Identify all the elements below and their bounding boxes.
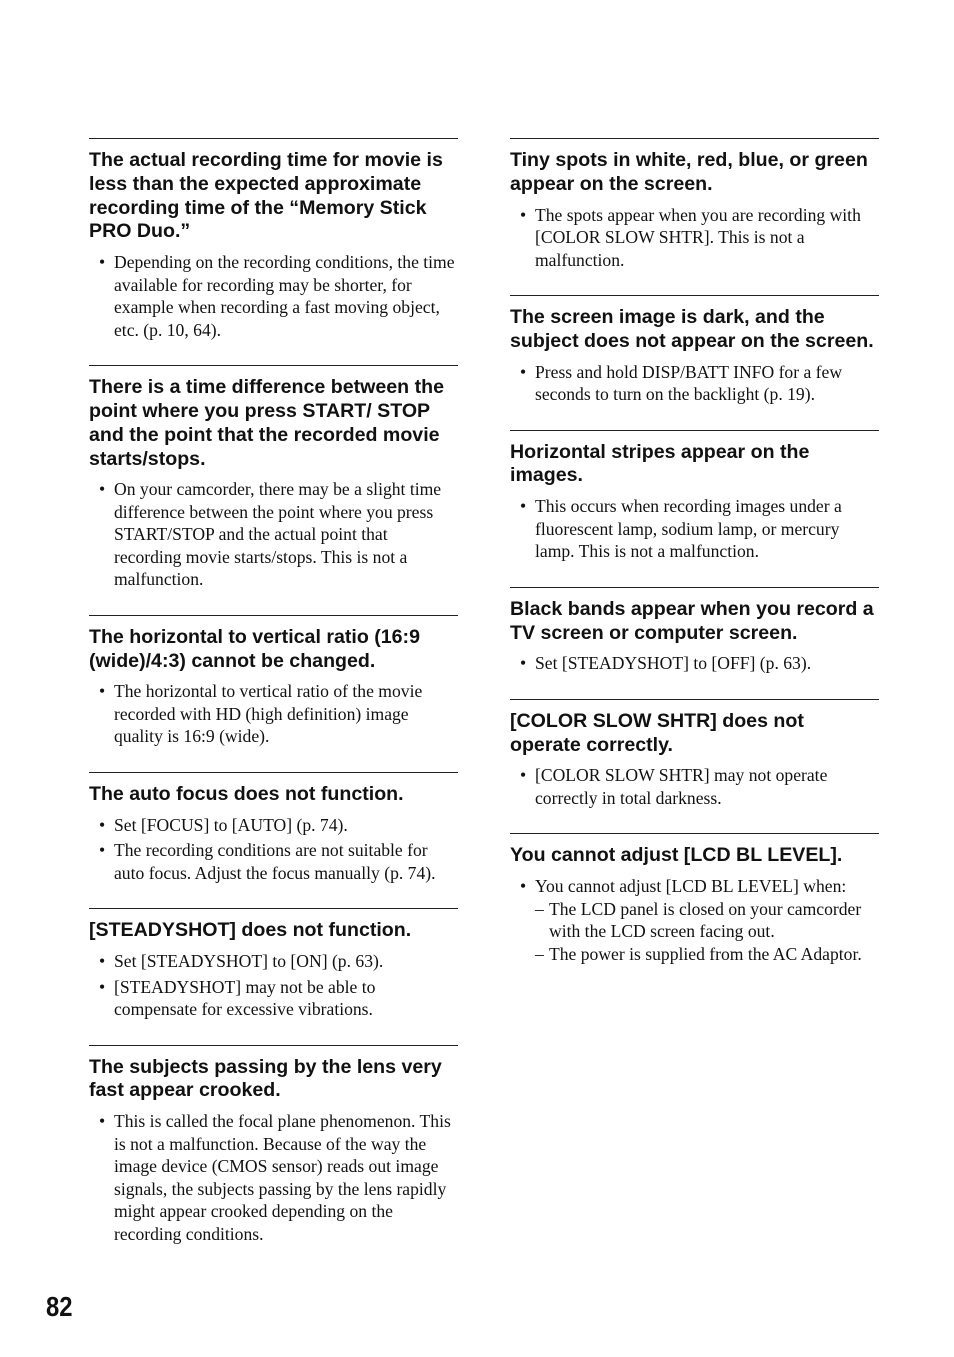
troubleshooting-section — [510, 587, 879, 675]
bullet-item — [89, 839, 458, 884]
bullet-item — [510, 361, 879, 406]
troubleshooting-section — [89, 138, 458, 341]
bullet-list — [510, 652, 879, 675]
bullet-text: You cannot adjust [LCD BL LEVEL] when: — [535, 876, 847, 897]
bullet-text: Depending on the recording conditions, the time available for recording may be shorter, for example when recording a fast moving object, etc. (p. 10, 64). — [114, 252, 455, 340]
bullet-item — [510, 764, 879, 809]
bullet-item — [89, 1110, 458, 1245]
sub-list — [535, 898, 879, 966]
troubleshooting-section — [89, 772, 458, 884]
bullet-list — [89, 251, 458, 341]
bullet-text: [COLOR SLOW SHTR] may not operate correctly in total darkness. — [535, 765, 828, 808]
troubleshooting-section — [89, 365, 458, 591]
bullet-item — [89, 814, 458, 837]
troubleshooting-section — [510, 430, 879, 563]
section-title: [COLOR SLOW SHTR] does not operate correctly. — [510, 709, 804, 756]
bullet-list — [510, 204, 879, 272]
bullet-item — [510, 204, 879, 272]
section-title: The screen image is dark, and the subject does not appear on the screen. — [510, 306, 874, 352]
section-title: The auto focus does not function. — [89, 782, 404, 805]
bullet-list — [510, 495, 879, 563]
bullet-text: Set [STEADYSHOT] to [OFF] (p. 63). — [535, 653, 812, 674]
section-title: There is a time difference between the point where you press START/ STOP and the point that the recorded movie starts/stops. — [89, 376, 444, 470]
page-number: 82 — [46, 1291, 73, 1322]
troubleshooting-section — [510, 699, 879, 810]
section-title: The subjects passing by the lens very fast appear crooked. — [89, 1055, 442, 1102]
left-column — [89, 138, 458, 1269]
bullet-text: Set [STEADYSHOT] to [ON] (p. 63). — [114, 951, 384, 972]
bullet-text: The spots appear when you are recording with [COLOR SLOW SHTR]. This is not a malfunction. — [535, 204, 861, 270]
bullet-item — [89, 478, 458, 591]
sub-item: – The power is supplied from the AC Adaptor. — [535, 943, 879, 966]
bullet-item — [510, 652, 879, 675]
section-title: You cannot adjust [LCD BL LEVEL]. — [510, 844, 843, 867]
section-title: The horizontal to vertical ratio (16:9 (wide)/4:3) cannot be changed. — [89, 625, 420, 672]
troubleshooting-section — [510, 295, 879, 406]
bullet-list — [510, 764, 879, 809]
bullet-item — [89, 680, 458, 748]
bullet-item — [510, 495, 879, 563]
bullet-item — [89, 251, 458, 341]
section-title: Tiny spots in white, red, blue, or green appear on the screen. — [510, 149, 868, 195]
bullet-text: Set [FOCUS] to [AUTO] (p. 74). — [114, 814, 348, 835]
bullet-item — [89, 976, 458, 1021]
sub-item: – The LCD panel is closed on your camcorder with the LCD screen facing out. — [535, 898, 879, 943]
bullet-text: [STEADYSHOT] may not be able to compensate for excessive vibrations. — [114, 976, 376, 1020]
bullet-list — [89, 478, 458, 591]
troubleshooting-section — [89, 615, 458, 748]
bullet-item — [89, 950, 458, 973]
bullet-list — [510, 875, 879, 965]
bullet-list — [89, 814, 458, 885]
right-column — [510, 138, 879, 989]
bullet-text: Press and hold DISP/BATT INFO for a few seconds to turn on the backlight (p. 19). — [535, 361, 843, 405]
troubleshooting-section — [89, 1045, 458, 1246]
bullet-text: This occurs when recording images under a fluorescent lamp, sodium lamp, or mercury lamp. This is not a malfunction. — [535, 496, 842, 562]
troubleshooting-section — [510, 833, 879, 965]
bullet-item — [510, 875, 879, 965]
bullet-list — [89, 1110, 458, 1245]
section-title: Black bands appear when you record a TV screen or computer screen. — [510, 597, 874, 644]
section-title: [STEADYSHOT] does not function. — [89, 919, 412, 942]
bullet-list — [89, 950, 458, 1021]
bullet-text: On your camcorder, there may be a slight time difference between the point where you press START/STOP and the actual point that recording movie starts/stops. This is not a malfunction. — [114, 479, 442, 590]
bullet-text: The horizontal to vertical ratio of the movie recorded with HD (high definition) image quality is 16:9 (wide). — [114, 681, 423, 747]
troubleshooting-section — [510, 138, 879, 271]
bullet-text: This is called the focal plane phenomenon. This is not a malfunction. Because of the way the image device (CMOS sensor) reads out image signals, the subjects passing by the lens rapidly might appear crooked depending on the recording conditions. — [114, 1111, 451, 1244]
troubleshooting-section — [89, 908, 458, 1020]
section-title: The actual recording time for movie is less than the expected approximate recording time of the “Memory Stick PRO Duo.” — [89, 149, 443, 243]
section-title: Horizontal stripes appear on the images. — [510, 440, 810, 487]
bullet-list — [510, 361, 879, 406]
bullet-list — [89, 680, 458, 748]
bullet-text: The recording conditions are not suitable for auto focus. Adjust the focus manually (p. 74). — [114, 840, 436, 883]
